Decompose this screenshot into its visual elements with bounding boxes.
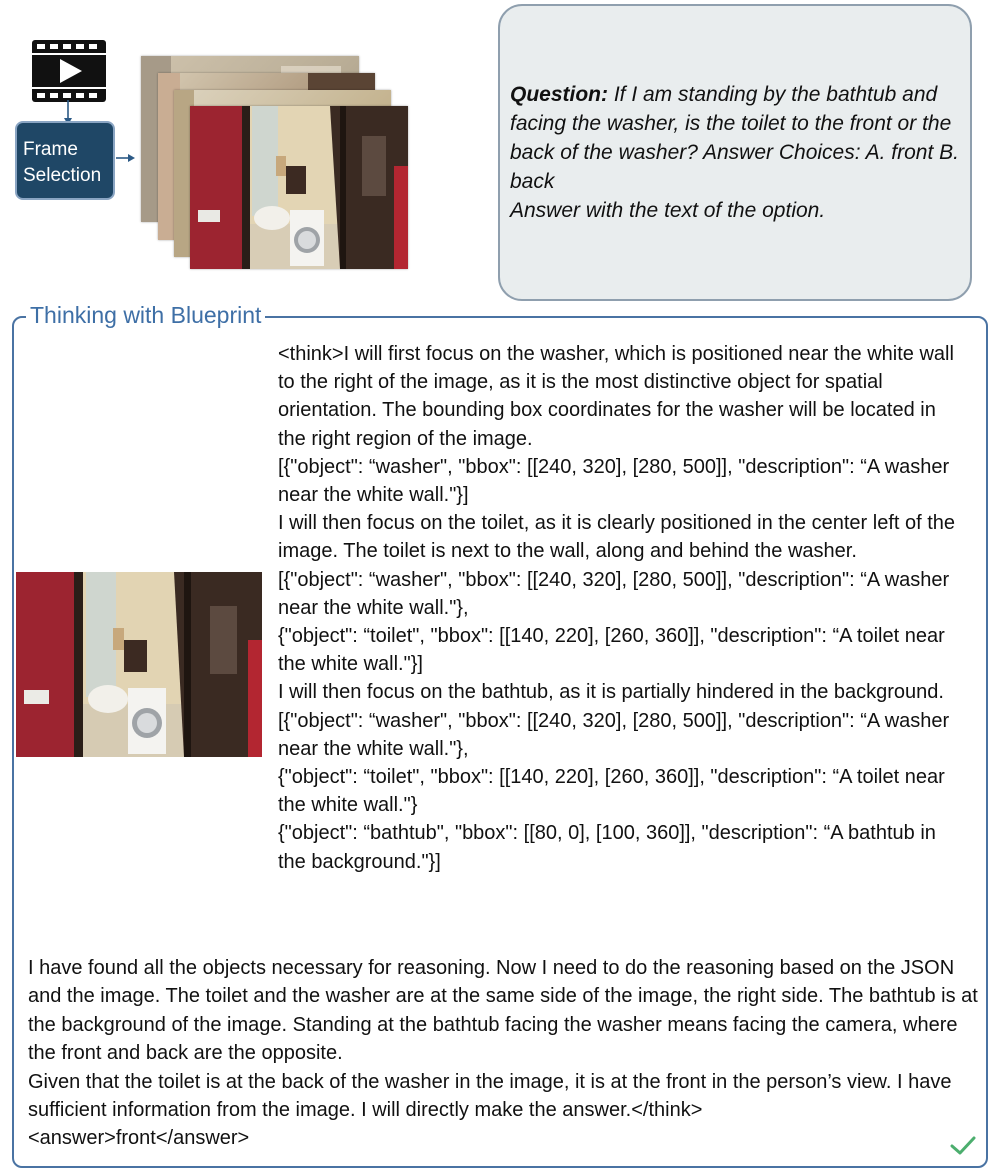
frame-selection-label-line1: Frame <box>23 139 78 160</box>
question-text <box>510 80 960 225</box>
panel-title: Thinking with Blueprint <box>26 300 265 330</box>
think-text <box>278 340 968 876</box>
arrow-right-icon <box>114 150 136 166</box>
bathroom-frame-image <box>16 572 262 757</box>
question-instruction: Answer with the text of the option. <box>510 199 826 222</box>
check-icon <box>950 1136 976 1156</box>
reasoning-text <box>28 954 978 1153</box>
question-body: If I am standing by the bathtub and facing the washer, is the toilet to the front or the back of the washer? Answer Choices: A. front B. back <box>510 83 959 193</box>
think-line: [{"object": “washer", "bbox": [[240, 320], [280, 500]], "description": “A washer near the white wall."}, <box>278 709 950 760</box>
think-line: I will then focus on the toilet, as it is clearly positioned in the center left of the image. The toilet is next to the wall, along and behind the washer. <box>278 512 956 563</box>
reason-line: I have found all the objects necessary for reasoning. Now I need to do the reasoning based on the JSON and the image. The toilet and the washer are at the same side of the image, the right side. The bathtub is at the background of the image. Standing at the bathtub facing the washer means facing the camera, where the front and back are the opposite. <box>28 957 978 1065</box>
frame-selection-label-line2: Selection <box>23 165 102 186</box>
answer-line: <answer>front</answer> <box>28 1127 250 1150</box>
think-line: {"object": “toilet", "bbox": [[140, 220], [260, 360]], "description": “A toilet near the white wall."} <box>278 766 945 817</box>
think-line: I will then focus on the bathtub, as it is partially hindered in the background. <box>278 681 944 704</box>
frame-selection-box <box>15 121 115 200</box>
video-frame-4 <box>190 106 408 269</box>
think-line: [{"object": “washer", "bbox": [[240, 320], [280, 500]], "description": “A washer near the white wall."}] <box>278 455 950 507</box>
question-label: Question: <box>510 83 608 106</box>
think-line: {"object": “bathtub", "bbox": [[80, 0], [100, 360]], "description": “A bathtub in the background."}] <box>278 822 936 873</box>
reason-line: Given that the toilet is at the back of the washer in the image, it is at the front in the person’s view. I have sufficient information from the image. I will directly make the answer.</think> <box>28 1070 952 1122</box>
think-line: <think>I will first focus on the washer, which is positioned near the white wall to the right of the image, as it is the most distinctive object for spatial orientation. The bounding box coordinates for the washer will be located in the right region of the image. <box>278 343 954 450</box>
think-line: {"object": “toilet", "bbox": [[140, 220], [260, 360]], "description": “A toilet near the white wall."}] <box>278 625 945 676</box>
think-line: [{"object": “washer", "bbox": [[240, 320], [280, 500]], "description": “A washer near the white wall."}, <box>278 568 950 619</box>
film-play-icon <box>32 40 106 102</box>
